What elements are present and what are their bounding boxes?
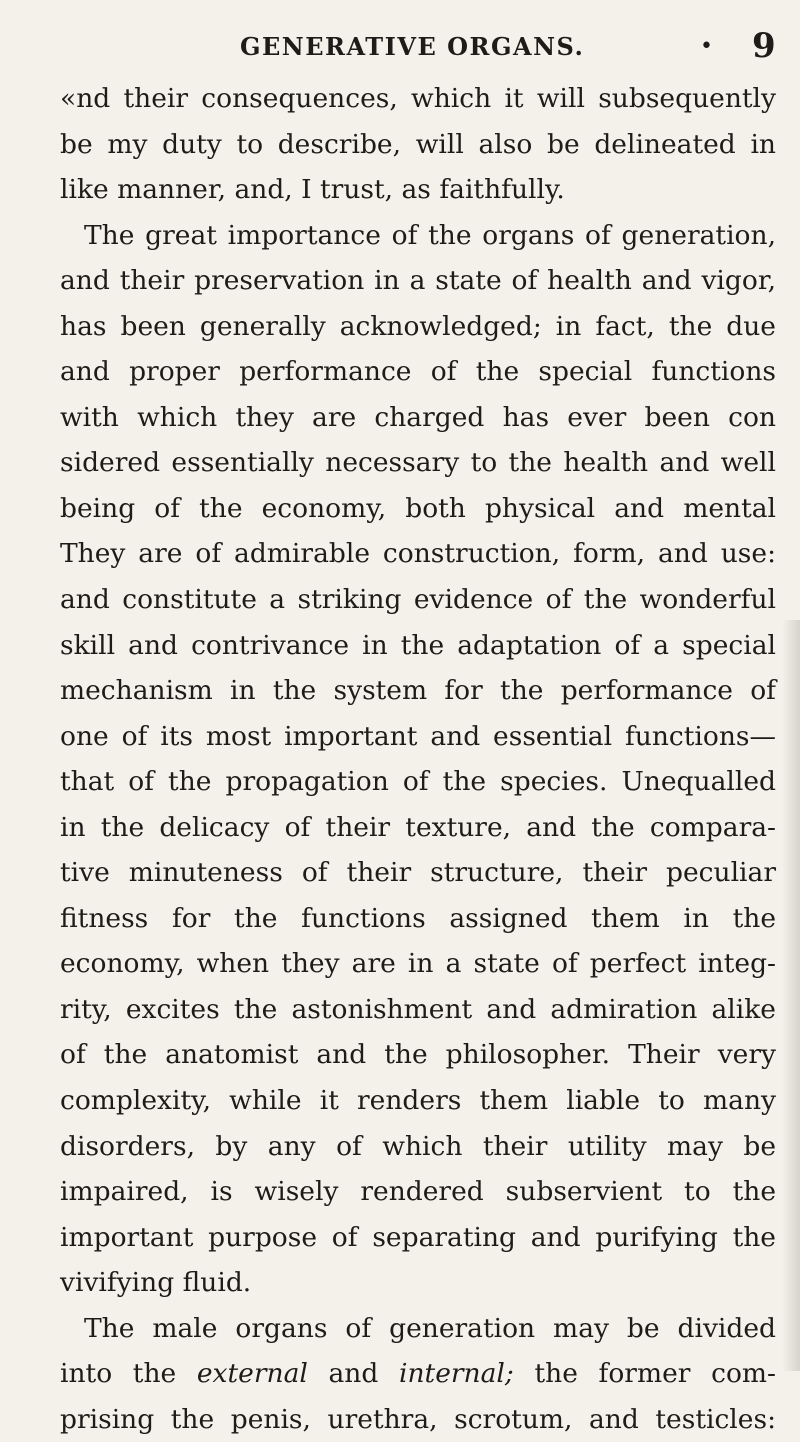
text-line: «nd their consequences, which it will subsequently [60, 83, 776, 114]
running-head [0, 20, 800, 70]
text-line: impaired, is wisely rendered subservient to the [60, 1176, 776, 1208]
running-title: GENERATIVE ORGANS. [240, 32, 585, 61]
text-line: important purpose of separating and purifying the [60, 1221, 776, 1253]
text-line: The great importance of the organs of generation, [84, 219, 776, 251]
text-line: fitness for the functions assigned them in the [60, 902, 776, 934]
text-line: of the anatomist and the philosopher. Their very [60, 1039, 776, 1071]
text-line: mechanism in the system for the performance of [60, 675, 776, 707]
text-line: that of the propagation of the species. Unequalled [60, 766, 776, 798]
text-line: has been generally acknowledged; in fact, the due [60, 310, 776, 342]
text-span: and [307, 1358, 399, 1390]
header-bullet: • [700, 34, 713, 59]
text-line: being of the economy, both physical and mental [60, 492, 776, 524]
text-line: vivifying fluid. [60, 1267, 252, 1299]
body-text [60, 76, 776, 1442]
text-line: and their preservation in a state of health and vigor, [60, 265, 776, 297]
page-edge-shadow [782, 620, 800, 1371]
page-number: 9 [752, 26, 776, 66]
text-line: sidered essentially necessary to the health and well [60, 447, 776, 479]
text-line: rity, excites the astonishment and admiration alike [60, 993, 776, 1025]
text-span: into the [60, 1358, 197, 1390]
text-line: and proper performance of the special functions [60, 356, 776, 388]
text-line: disorders, by any of which their utility may be [60, 1130, 776, 1162]
text-line: and constitute a striking evidence of the wonderful [60, 584, 776, 616]
italic-term-external: external [196, 1358, 308, 1390]
text-line: tive minuteness of their structure, their peculiar [60, 857, 776, 889]
text-line: one of its most important and essential functions— [60, 720, 776, 752]
text-span: the former com- [513, 1358, 776, 1390]
text-line: prising the penis, urethra, scrotum, and testicles: [60, 1403, 776, 1435]
text-line: The male organs of generation may be divided [84, 1312, 776, 1344]
text-line: They are of admirable construction, form, and use: [60, 538, 776, 570]
text-line: complexity, while it renders them liable to many [60, 1085, 776, 1117]
text-line: skill and contrivance in the adaptation of a special [60, 629, 776, 661]
text-line: economy, when they are in a state of perfect integ- [60, 948, 776, 980]
text-line: be my duty to describe, will also be delineated in [60, 128, 776, 160]
text-line: in the delicacy of their texture, and the compara- [60, 811, 776, 843]
text-line-with-italics [60, 1351, 776, 1397]
text-line: like manner, and, I trust, as faithfully. [60, 174, 565, 206]
italic-term-internal: internal; [399, 1358, 514, 1390]
text-line: with which they are charged has ever been con [60, 401, 776, 433]
